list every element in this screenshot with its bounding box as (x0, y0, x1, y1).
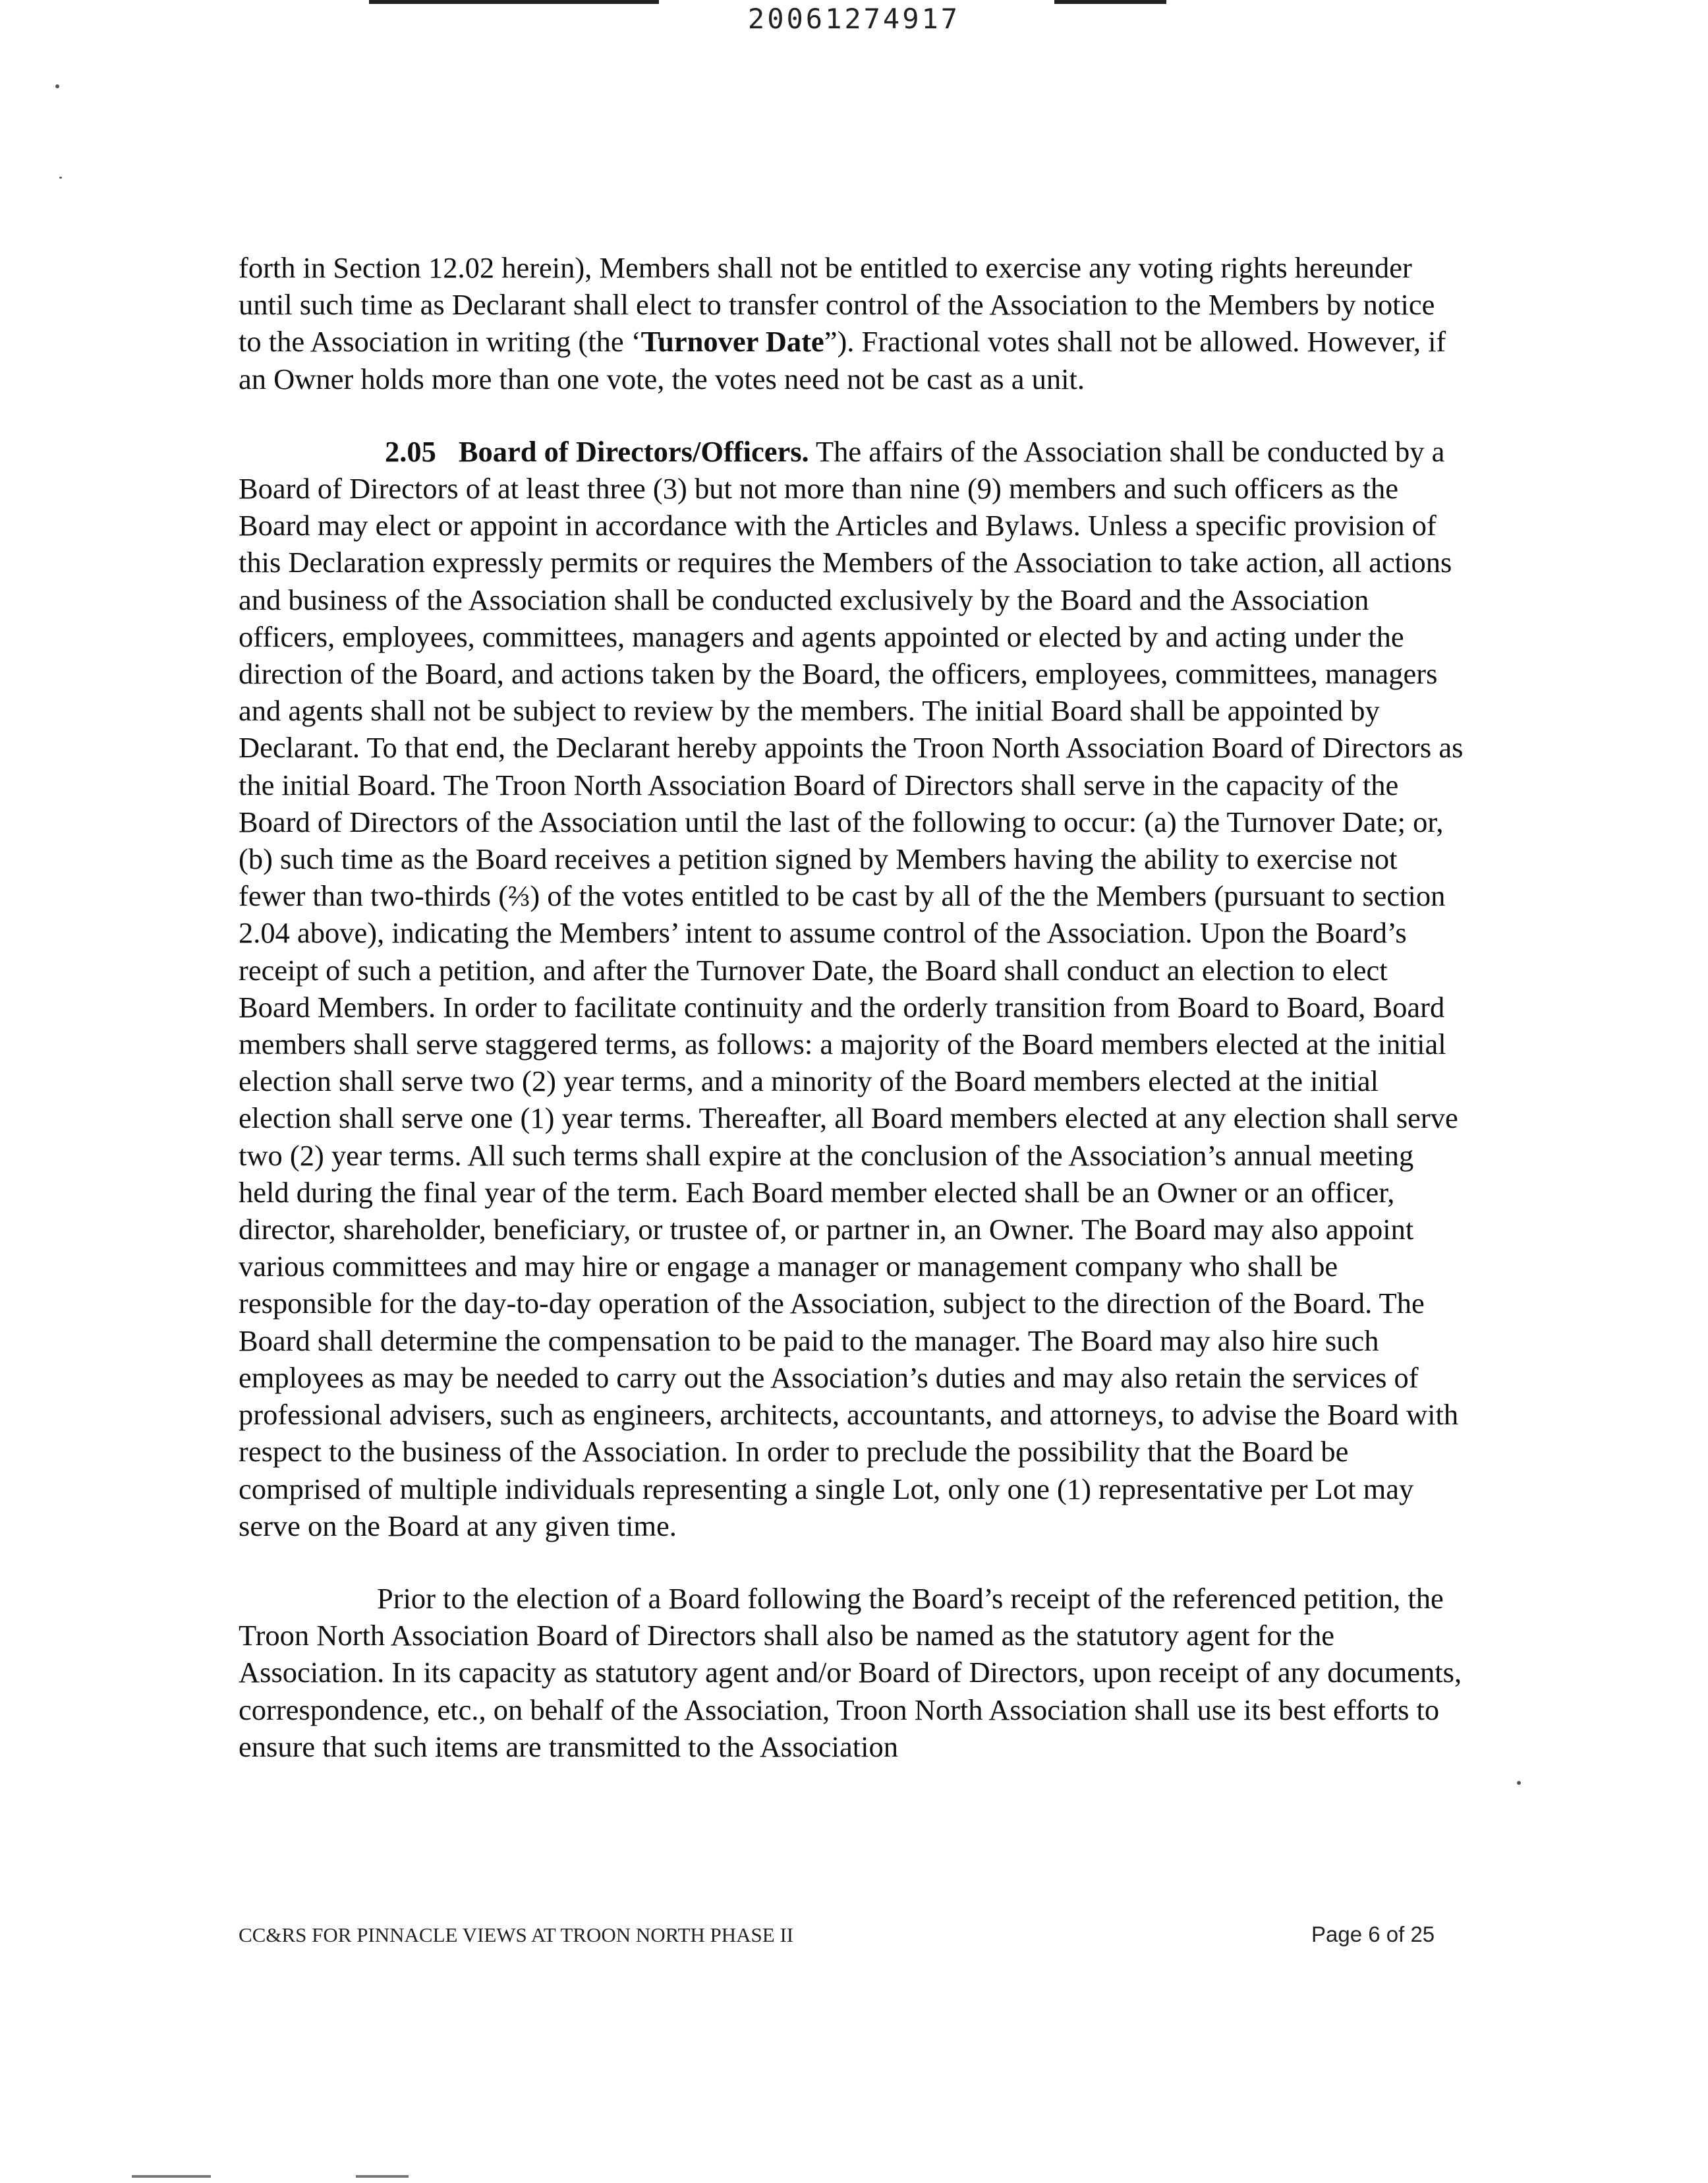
paragraph-text: forth in Section 12.02 herein), Members shall not be entitled to exercise any voting rights hereunder until such time as Declarant shall elect to transfer control of the Association to the Members by notice to the Association in writing (the ‘ (239, 251, 1435, 359)
footer-page-number: Page 6 of 25 (1311, 1922, 1435, 1946)
paragraph-text-continued: ”). Fractional votes shall not be allowed. However, if an Owner holds more than one vote, the votes need not be cast as a unit. (239, 325, 1446, 395)
scan-speck (59, 177, 62, 179)
paragraph-text: Prior to the election of a Board following the Board’s receipt of the referenced petition, the Troon North Association Board of Directors shall also be named as the statutory agent for the Association. In its capacity as statutory agent and/or Board of Directors, upon receipt of any documents, correspondence, etc., on behalf of the Association, Troon North Association shall use its best efforts to ensure that such items are transmitted to the Association (239, 1581, 1462, 1763)
document-body (239, 249, 1464, 1765)
section-2-05 (239, 433, 1464, 1544)
section-body: The affairs of the Association shall be conducted by a Board of Directors of at least three (3) but not more than nine (9) members and such officers as the Board may elect or appoint in accordance with the Articles and Bylaws. Unless a specific provision of this Declaration expressly permits or requires the Members of the Association to take action, all actions and business of the Association shall be conducted exclusively by the Board and the Association officers, employees, committees, managers and agents appointed or elected by and acting under the direction of the Board, and actions taken by the Board, the officers, employees, committees, managers and agents shall not be subject to review by the members. The initial Board shall be appointed by Declarant. To that end, the Declarant hereby appoints the Troon North Association Board of Directors as the initial Board. The Troon North Association Board of Directors shall serve in the capacity of the Board of Directors of the Association until the last of the following to occur: (a) the Turnover Date; or, (b) such time as the Board receives a petition signed by Members having the ability to exercise not fewer than two-thirds (⅔) of the votes entitled to be cast by all of the the Members (pursuant to section 2.04 above), indicating the Members’ intent to assume control of the Association. Upon the Board’s receipt of such a petition, and after the Turnover Date, the Board shall conduct an election to elect Board Members. In order to facilitate continuity and the orderly transition from Board to Board, Board members shall serve staggered terms, as follows: a majority of the Board members elected at the initial election shall serve two (2) year terms, and a minority of the Board members elected at the initial election shall serve one (1) year terms. Thereafter, all Board members elected at any election shall serve two (2) year terms. All such terms shall expire at the conclusion of the Association’s annual meeting held during the final year of the term. Each Board member elected shall be an Owner or an officer, director, shareholder, beneficiary, or trustee of, or partner in, an Owner. The Board may also appoint various committees and may hire or engage a manager or management company who shall be responsible for the day-to-day operation of the Association, subject to the direction of the Board. The Board shall determine the compensation to be paid to the manager. The Board may also hire such employees as may be needed to carry out the Association’s duties and may also retain the services of professional advisers, such as engineers, architects, accountants, and attorneys, to advise the Board with respect to the business of the Association. In order to preclude the possibility that the Board be comprised of multiple individuals representing a single Lot, only one (1) representative per Lot may serve on the Board at any given time. (239, 434, 1464, 1542)
section-title: Board of Directors/Officers. (458, 434, 809, 468)
document-number: 20061274917 (747, 3, 961, 35)
footer-document-title: CC&RS FOR PINNACLE VIEWS AT TROON NORTH PHASE II (239, 1923, 794, 1946)
paragraph-voting-rights (239, 249, 1464, 397)
scan-artifact-bottom (132, 2175, 211, 2178)
section-number: 2.05 (385, 434, 436, 468)
defined-term: Turnover Date (640, 325, 824, 359)
paragraph-statutory-agent (239, 1580, 1464, 1765)
scan-speck (1517, 1781, 1521, 1785)
scan-speck (55, 84, 59, 88)
scan-artifact-bottom (356, 2175, 409, 2178)
